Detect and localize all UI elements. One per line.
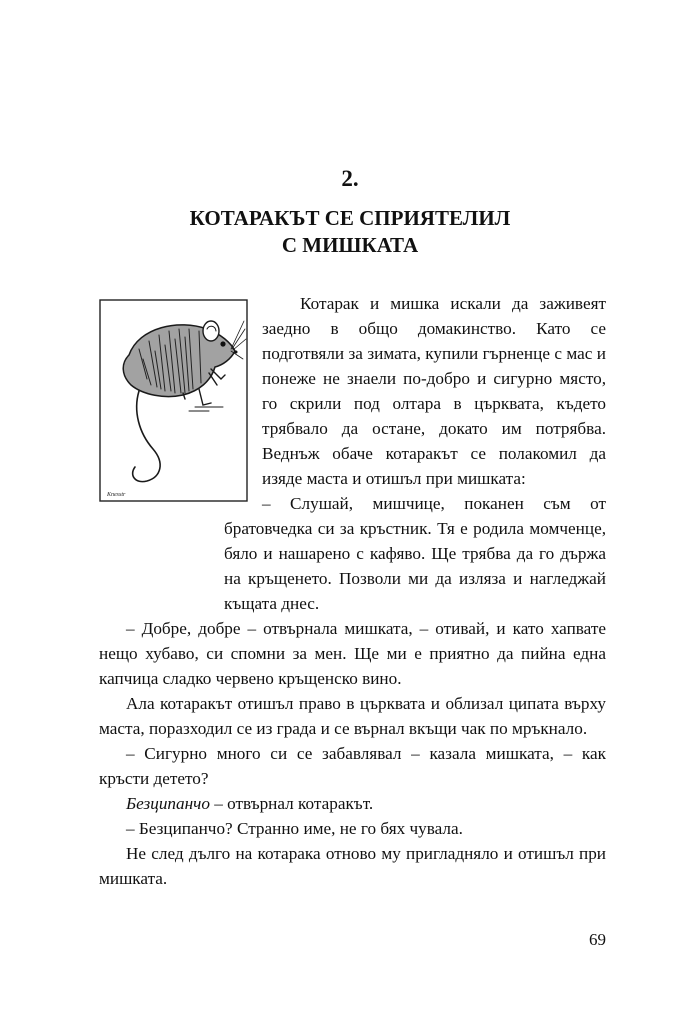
page-number: 69: [589, 930, 606, 949]
paragraph-8: Не след дълго на котарака отново му пригладняло и отишъл при мишката.: [99, 844, 606, 888]
paragraph-6: [99, 791, 606, 816]
chapter-title: [0, 205, 700, 259]
paragraph-1: Котарак и мишка искали да заживеят заедно в общо домакинство. Като се подготвяли за зимата, купили гърненце с мас и понеже не знаели по-добро и сигурно място, го скрили под олтара в църквата, където трябвало да остане, докато им потрябва. Веднъж обаче котаракът се полакомил да изяде маста и отишъл при мишката:: [262, 294, 606, 488]
story-text: [99, 291, 606, 891]
paragraph-6-rest: – отвърнал котаракът.: [209, 794, 374, 813]
chapter-title-line-2: С МИШКАТА: [281, 233, 419, 257]
illustration-signature: Knesstr: [107, 492, 126, 498]
italic-name: Безципанчо: [126, 794, 210, 813]
chapter-title-line-1: КОТАРАКЪТ СЕ СПРИЯТЕЛИЛ: [189, 206, 511, 230]
paragraph-5: – Сигурно много си се забавлявал – казала мишката, – как кръсти детето?: [99, 744, 606, 788]
paragraph-4: Ала котаракът отишъл право в църквата и облизал ципата върху маста, поразходил се из града и се върнал вкъщи чак по мръкнало.: [99, 694, 606, 738]
paragraph-3: – Добре, добре – отвърнала мишката, – отивай, и като хапвате нещо хубаво, си спомни за мен. Ще ми е приятно да пийна една капчица сладко червено кръщенско вино.: [99, 619, 606, 688]
paragraph-2: – Слушай, мишчице, поканен съм от братовчедка си за кръстник. Тя е родила момченце, бяло и нашарено с кафяво. Ще трябва да го държа на кръщенето. Позволи ми да изляза и нагледжай къщата днес.: [224, 494, 606, 613]
chapter-number: 2.: [341, 166, 359, 191]
paragraph-7: – Безципанчо? Странно име, не го бях чувала.: [126, 819, 463, 838]
illustration-wrap-space: [99, 291, 262, 512]
